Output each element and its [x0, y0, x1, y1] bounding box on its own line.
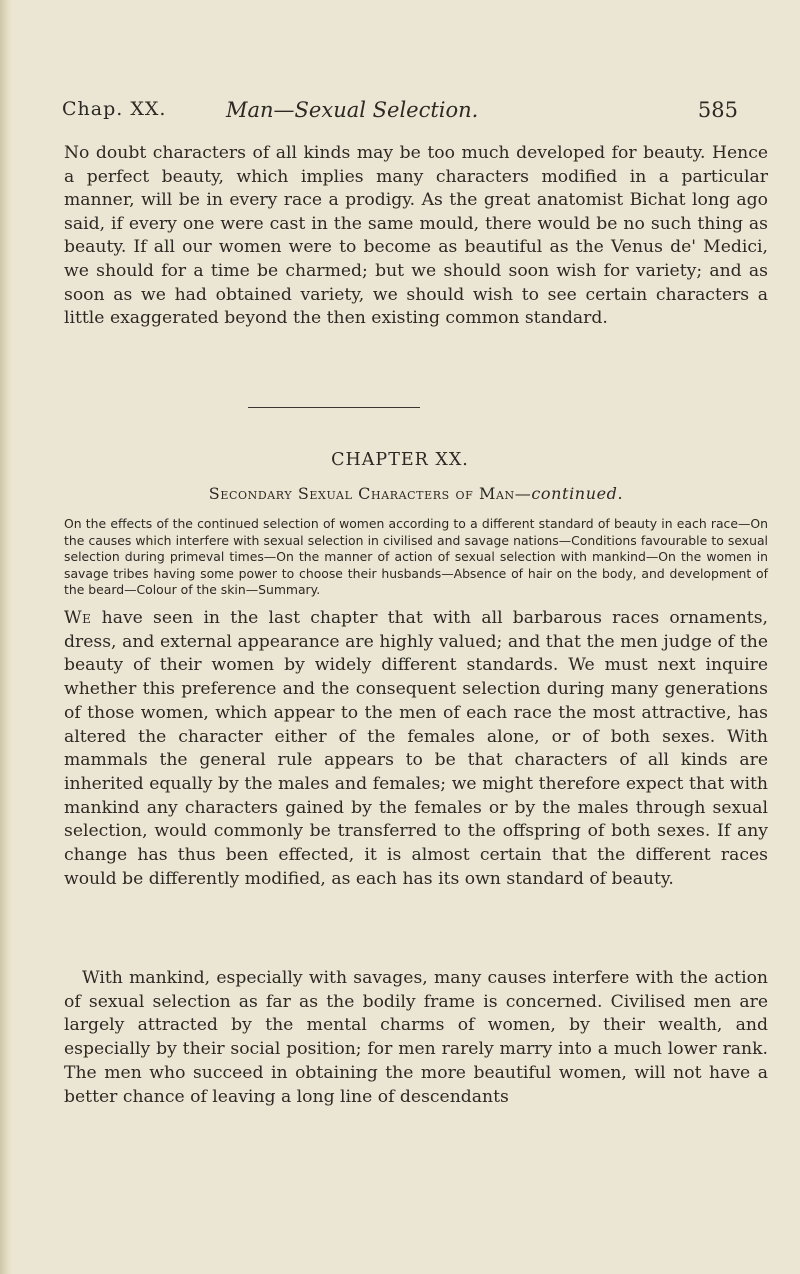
chapter-divider-rule	[248, 407, 420, 408]
body-paragraph-2: With mankind, especially with savages, many causes interfere with the action of sexual selection as far as the bodily frame is concerned. Civilised men are largely attracted by the mental charms of women, by their wealth, and especially by their social position; for men rarely marry into a much lower rank. The men who succeed in obtaining the more beautiful women, will not have a better chance of leaving a long line of descendants	[64, 968, 768, 1107]
chapter-heading: CHAPTER XX.	[331, 450, 469, 470]
body-paragraph-1-first-word: We	[64, 608, 92, 628]
running-head	[62, 98, 752, 132]
body-paragraph-1	[64, 607, 768, 891]
page-number: 585	[697, 98, 738, 122]
chapter-subtitle	[60, 484, 772, 503]
running-head-chapter: Chap. XX.	[62, 98, 167, 120]
running-head-title: Man—Sexual Selection.	[226, 98, 479, 122]
chapter-subtitle-main: Secondary Sexual Characters of Man	[208, 484, 515, 503]
opening-paragraph: No doubt characters of all kinds may be too much developed for beauty. Hence a perfect beauty, which implies many characters modified in a particular manner, will be in every race a prodigy. As the great anatomist Bichat long ago said, if every one were cast in the same mould, there would be no such thing as beauty. If all our women were to become as beautiful as the Venus de' Medici, we should for a time be charmed; but we should soon wish for variety; and as soon as we had obtained variety, we should wish to see certain characters a little exaggerated beyond the then existing common standard.	[64, 143, 768, 329]
chapter-subtitle-continued: continued.	[531, 484, 624, 503]
body-paragraph-1-text: have seen in the last chapter that with all barbarous races ornaments, dress, and external appearance are highly valued; and that the men judge of the beauty of their women by widely different standards. We must next inquire whether this preference and the consequent selection during many generations of those women, which appear to the men of each race the most attractive, has altered the character either of the females alone, or of both sexes. With mammals the general rule appears to be that characters of all kinds are inherited equally by the males and females; we might therefore expect that with mankind any characters gained by the females or by the males through sexual selection, would commonly be transferred to the offspring of both sexes. If any change has thus been effected, it is almost certain that the different races would be differently modified, as each has its own standard of beauty.	[64, 608, 768, 889]
chapter-summary: On the effects of the continued selection of women according to a different standard of beauty in each race—On the causes which interfere with sexual selection in civilised and savage nations—Conditions favourable to sexual selection during primeval times—On the manner of action of sexual selection with mankind—On the women in savage tribes having some power to choose their husbands—Absence of hair on the body, and development of the beard—Colour of the skin—Summary.	[64, 516, 768, 598]
page-gutter-shadow	[0, 0, 12, 1274]
chapter-subtitle-dash: —	[514, 484, 532, 503]
